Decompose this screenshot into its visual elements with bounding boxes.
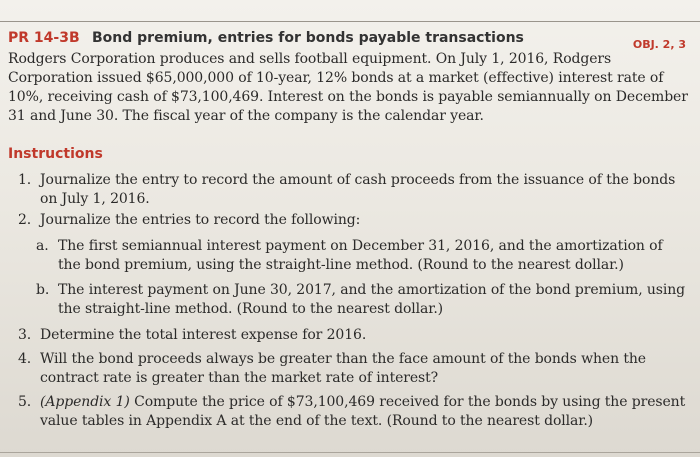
instructions-heading: Instructions <box>8 146 103 162</box>
problem-title: Bond premium, entries for bonds payable transactions <box>92 30 524 46</box>
top-rule <box>0 21 700 22</box>
subitem-text: The first semiannual interest payment on December 31, 2016, and the amortization of the bond premium, using the straight-line method. (Round to the nearest dollar.) <box>58 238 663 273</box>
subitem-text: The interest payment on June 30, 2017, and the amortization of the bond premium, using the straight-line method. (Round to the nearest dollar.) <box>58 282 686 317</box>
subitem-letter: b. <box>36 282 50 298</box>
item-text: Compute the price of $73,100,469 received for the bonds by using the present value tables in Appendix A at the end of the text. (Round to the nearest dollar.) <box>40 394 686 429</box>
item-text: Journalize the entry to record the amount of cash proceeds from the issuance of the bonds on July 1, 2016. <box>40 172 676 207</box>
bottom-rule <box>0 452 700 453</box>
problem-header <box>8 30 688 50</box>
item-number: 3. <box>18 327 32 343</box>
item-text: Determine the total interest expense for 2016. <box>40 327 367 343</box>
item-number: 5. <box>18 394 32 410</box>
item-number: 4. <box>18 351 32 367</box>
item-number: 1. <box>18 172 32 188</box>
item-text-wrapper <box>40 393 688 431</box>
item-number: 2. <box>18 212 32 228</box>
item-text: Will the bond proceeds always be greater than the face amount of the bonds when the contract rate is greater than the market rate of interest? <box>40 351 646 386</box>
objectives-label: OBJ. 2, 3 <box>632 38 686 51</box>
problem-id: PR 14-3B <box>8 30 80 46</box>
subitem-letter: a. <box>36 238 49 254</box>
appendix-reference: (Appendix 1) <box>40 394 130 410</box>
item-text: Journalize the entries to record the following: <box>40 212 361 228</box>
problem-intro: Rodgers Corporation produces and sells football equipment. On July 1, 2016, Rodgers Corporation issued $65,000,000 of 10-year, 12% bonds at a market (effective) interest rate of 10%, receiving cash of $73,100,469. Interest on the bonds is payable semiannually on December 31 and June 30. The fiscal year of the company is the calendar year. <box>8 51 688 124</box>
